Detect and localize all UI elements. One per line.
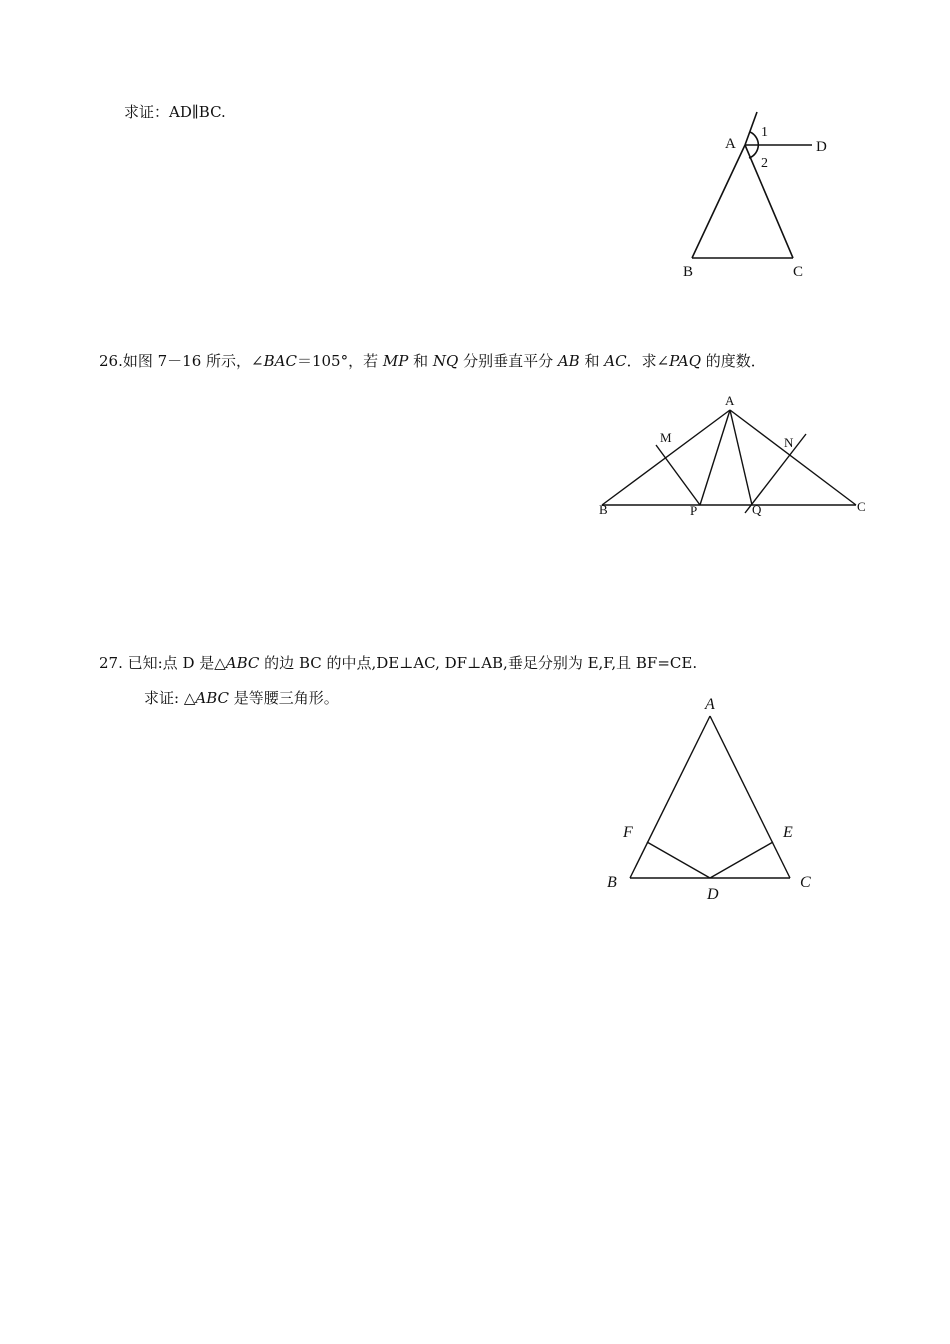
q26-segment-mp: MP [382, 352, 409, 370]
q26-angle-bac: BAC [263, 352, 297, 370]
q26-text-6: ．求∠ [626, 352, 670, 370]
q26-label-a: A [725, 393, 735, 408]
q25-label-d: D [816, 139, 827, 155]
q27-prove-suffix: 是等腰三角形。 [228, 689, 339, 707]
q27-given-prefix: 27. 已知:点 D 是△ [99, 654, 226, 672]
q26-segment-ac: AC [604, 352, 627, 370]
q26-text-3: 和 [408, 352, 433, 370]
q26-label-c: C [857, 499, 866, 514]
q26-text-1: 如图 7－16 所示，∠ [122, 352, 264, 370]
q27-given-suffix: 的边 BC 的中点,DE⊥AC, DF⊥AB,垂足分别为 E,F,且 BF=CE. [259, 654, 698, 672]
q26-text-4: 分别垂直平分 [458, 352, 558, 370]
q26-label-p: P [690, 503, 698, 518]
q27-line-de [710, 842, 773, 878]
q25-label-1: 1 [761, 125, 768, 140]
q26-text-5: 和 [579, 352, 605, 370]
q26-label-q: Q [752, 502, 762, 517]
q26-label-b: B [599, 502, 608, 517]
q27-label-c: C [800, 874, 811, 891]
q25-label-a: A [725, 136, 736, 152]
q27-triangle-abc: ABC [225, 654, 260, 672]
q27-label-e: E [783, 824, 793, 841]
q26-segment-ab: AB [557, 352, 580, 370]
q25-prove-text: 求证：AD∥BC. [124, 103, 226, 121]
q27-triangle-abc-2: ABC [195, 689, 229, 707]
q26-text-2: ＝105°，若 [296, 352, 383, 370]
q27-line-ab [630, 716, 710, 878]
q27-line-df [647, 842, 710, 878]
q25-label-2: 2 [761, 156, 768, 171]
q26-label-n: N [784, 435, 794, 450]
q27-line-ac [710, 716, 790, 878]
q27-label-f: F [623, 824, 633, 841]
q26-number: 26. [99, 352, 123, 370]
q26-segment-nq: NQ [432, 352, 459, 370]
q27-label-b: B [607, 874, 617, 891]
q26-label-m: M [660, 430, 672, 445]
q26-angle-paq: PAQ [669, 352, 701, 370]
q27-prove-prefix: 求证: △ [144, 689, 196, 707]
q27-label-d: D [707, 886, 719, 903]
q26-text-7: 的度数． [701, 352, 766, 370]
q25-label-c: C [793, 264, 804, 280]
q25-label-b: B [683, 264, 694, 280]
q27-label-a: A [705, 696, 715, 713]
